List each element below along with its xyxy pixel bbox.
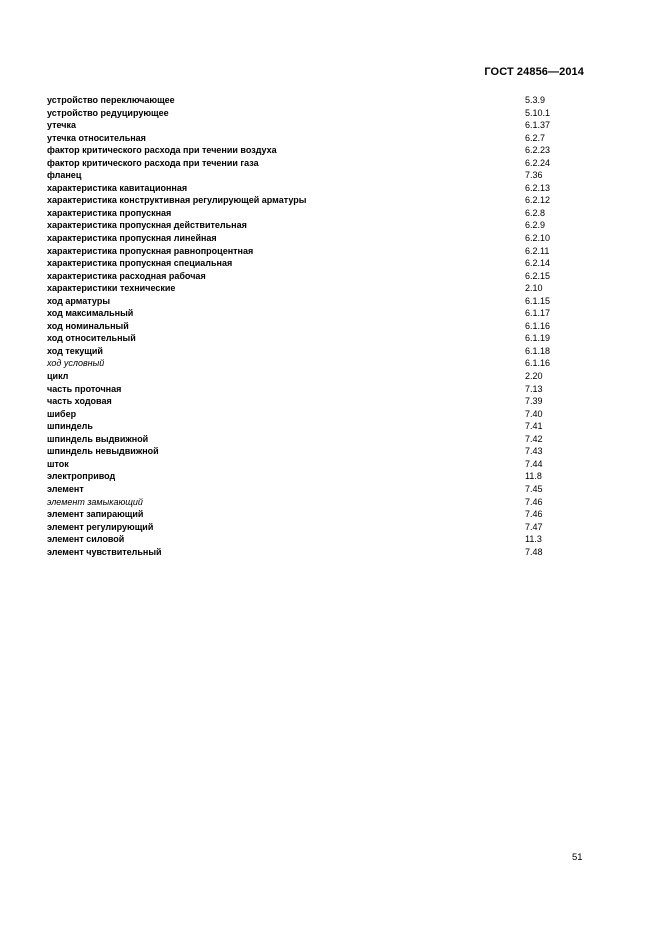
index-entry xyxy=(47,169,607,182)
index-entry xyxy=(47,508,607,521)
index-term: элемент xyxy=(47,483,84,494)
index-term: характеристика конструктивная регулирующей арматуры xyxy=(47,195,307,206)
index-entry xyxy=(47,320,607,333)
index-entry xyxy=(47,357,607,370)
index-term: характеристика пропускная действительная xyxy=(47,220,247,231)
index-entry xyxy=(47,282,607,295)
index-term: характеристика пропускная специальная xyxy=(47,258,233,269)
index-entry xyxy=(47,332,607,345)
index-section-ref: 6.1.15 xyxy=(525,295,551,306)
index-term: элемент силовой xyxy=(47,534,125,545)
index-section-ref: 6.2.9 xyxy=(525,220,546,231)
index-entry xyxy=(47,270,607,283)
index-term: шпиндель xyxy=(47,421,93,432)
index-entry xyxy=(47,408,607,421)
index-term: ход относительный xyxy=(47,333,136,344)
index-term: устройство редуцирующее xyxy=(47,107,169,118)
index-section-ref: 6.1.16 xyxy=(525,320,551,331)
index-entry xyxy=(47,219,607,232)
index-section-ref: 6.2.14 xyxy=(525,258,551,269)
index-entry xyxy=(47,232,607,245)
index-entry xyxy=(47,245,607,258)
index-term: электропривод xyxy=(47,471,116,482)
index-section-ref: 7.41 xyxy=(525,421,543,432)
index-entry xyxy=(47,144,607,157)
index-section-ref: 6.1.17 xyxy=(525,308,551,319)
index-term: характеристика пропускная xyxy=(47,207,172,218)
index-section-ref: 6.2.15 xyxy=(525,270,551,281)
index-term: устройство переключающее xyxy=(47,95,175,105)
index-term: ход номинальный xyxy=(47,320,129,331)
index-term: фактор критического расхода при течении газа xyxy=(47,157,259,168)
index-entry xyxy=(47,132,607,145)
index-entry xyxy=(47,546,607,559)
index-term: часть ходовая xyxy=(47,396,112,407)
index-section-ref: 7.39 xyxy=(525,396,543,407)
index-section-ref: 6.1.18 xyxy=(525,345,551,356)
index-section-ref: 6.2.23 xyxy=(525,145,551,156)
index-term: элемент замыкающий xyxy=(47,496,143,507)
index-term: утечка относительная xyxy=(47,132,146,143)
index-term: ход арматуры xyxy=(47,295,111,306)
index-section-ref: 6.2.11 xyxy=(525,245,550,256)
index-section-ref: 6.1.16 xyxy=(525,358,551,369)
index-entry xyxy=(47,420,607,433)
index-section-ref: 6.2.8 xyxy=(525,207,546,218)
index-section-ref: 6.2.7 xyxy=(525,132,546,143)
index-section-ref: 7.48 xyxy=(525,546,543,557)
index-section-ref: 7.36 xyxy=(525,170,543,181)
index-section-ref: 7.40 xyxy=(525,408,543,419)
index-entry xyxy=(47,395,607,408)
index-section-ref: 7.46 xyxy=(525,496,543,507)
index-section-ref: 2.10 xyxy=(525,283,543,294)
index-entry xyxy=(47,445,607,458)
index-section-ref: 6.1.19 xyxy=(525,333,551,344)
index-term: часть проточная xyxy=(47,383,122,394)
index-entry xyxy=(47,433,607,446)
index-section-ref: 7.13 xyxy=(525,383,543,394)
index-entry xyxy=(47,521,607,534)
index-section-ref: 7.46 xyxy=(525,509,543,520)
index-entry xyxy=(47,157,607,170)
index-term: характеристики технические xyxy=(47,283,176,294)
index-term: ход условный xyxy=(47,358,105,369)
alphabetical-index xyxy=(47,94,607,558)
index-entry xyxy=(47,458,607,471)
index-section-ref: 6.2.13 xyxy=(525,182,551,193)
index-entry xyxy=(47,257,607,270)
index-term: характеристика расходная рабочая xyxy=(47,270,206,281)
index-section-ref: 5.3.9 xyxy=(525,95,546,105)
index-entry xyxy=(47,194,607,207)
index-term: элемент регулирующий xyxy=(47,521,154,532)
index-term: элемент запирающий xyxy=(47,509,144,520)
index-entry xyxy=(47,107,607,120)
index-section-ref: 7.45 xyxy=(525,483,543,494)
index-entry xyxy=(47,470,607,483)
index-section-ref: 7.47 xyxy=(525,521,543,532)
index-section-ref: 2.20 xyxy=(525,371,543,382)
index-entry xyxy=(47,483,607,496)
index-term: фланец xyxy=(47,170,82,181)
index-section-ref: 6.2.10 xyxy=(525,233,551,244)
index-section-ref: 11.3 xyxy=(525,534,542,545)
index-entry xyxy=(47,182,607,195)
index-term: шпиндель выдвижной xyxy=(47,433,149,444)
page-number: 51 xyxy=(572,852,583,863)
index-term: цикл xyxy=(47,371,69,382)
index-term: элемент чувствительный xyxy=(47,546,162,557)
index-entry xyxy=(47,207,607,220)
index-term: шпиндель невыдвижной xyxy=(47,446,159,457)
index-section-ref: 7.44 xyxy=(525,458,543,469)
index-section-ref: 6.2.24 xyxy=(525,157,551,168)
index-term: ход текущий xyxy=(47,345,103,356)
standard-designation: ГОСТ 24856—2014 xyxy=(484,66,584,78)
index-section-ref: 6.1.37 xyxy=(525,120,551,131)
index-section-ref: 7.43 xyxy=(525,446,543,457)
document-header xyxy=(484,66,584,78)
index-entry xyxy=(47,295,607,308)
index-entry xyxy=(47,345,607,358)
index-entry xyxy=(47,383,607,396)
index-term: характеристика кавитационная xyxy=(47,182,188,193)
index-term: ход максимальный xyxy=(47,308,134,319)
index-entry xyxy=(47,307,607,320)
index-term: шток xyxy=(47,458,69,469)
index-entry xyxy=(47,533,607,546)
index-section-ref: 7.42 xyxy=(525,433,543,444)
index-term: шибер xyxy=(47,408,77,419)
index-section-ref: 11.8 xyxy=(525,471,542,482)
index-term: характеристика пропускная линейная xyxy=(47,233,217,244)
index-term: характеристика пропускная равнопроцентная xyxy=(47,245,254,256)
index-section-ref: 6.2.12 xyxy=(525,195,551,206)
index-entry xyxy=(47,496,607,509)
index-term: фактор критического расхода при течении воздуха xyxy=(47,145,277,156)
index-entry xyxy=(47,94,607,107)
index-entry xyxy=(47,119,607,132)
index-entry xyxy=(47,370,607,383)
index-term: утечка xyxy=(47,120,77,131)
index-section-ref: 5.10.1 xyxy=(525,107,551,118)
